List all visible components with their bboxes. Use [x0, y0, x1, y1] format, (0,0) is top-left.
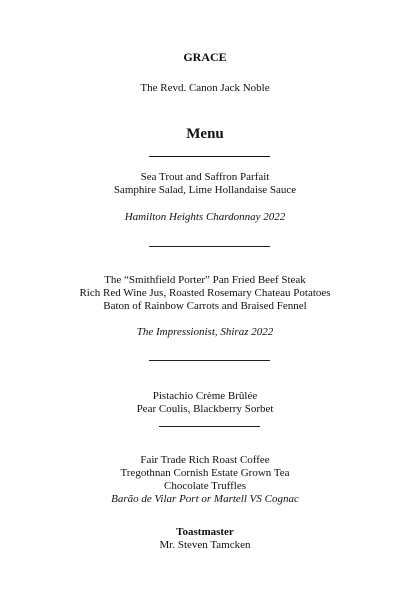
course-2-line-2: Rich Red Wine Jus, Roasted Rosemary Chateau Potatoes — [79, 287, 331, 299]
course-4-line-2: Tregothnan Cornish Estate Grown Tea — [120, 467, 290, 479]
course-2-wine: The Impressionist, Shiraz 2022 — [136, 326, 274, 338]
course-divider-1 — [149, 246, 270, 247]
grace-officiant: The Revd. Canon Jack Noble — [140, 82, 270, 94]
course-4-line-1: Fair Trade Rich Roast Coffee — [140, 454, 270, 466]
course-2-line-1: The “Smithfield Porter” Pan Fried Beef Steak — [104, 274, 306, 286]
course-divider-3 — [159, 426, 260, 427]
toastmaster-heading: Toastmaster — [176, 526, 234, 538]
course-4-line-3: Chocolate Truffles — [164, 480, 246, 492]
course-1-wine: Hamilton Heights Chardonnay 2022 — [124, 211, 286, 223]
course-1-line-1: Sea Trout and Saffron Parfait — [140, 171, 270, 183]
course-3-line-2: Pear Coulis, Blackberry Sorbet — [136, 403, 274, 415]
course-divider-2 — [149, 360, 270, 361]
toastmaster-name: Mr. Steven Tamcken — [159, 539, 251, 551]
title-divider — [149, 156, 270, 157]
course-4-wine: Barão de Vilar Port or Martell VS Cognac — [111, 493, 299, 505]
course-1-line-2: Samphire Salad, Lime Hollandaise Sauce — [113, 184, 297, 196]
course-3-line-1: Pistachio Crème Brûlée — [152, 390, 258, 402]
course-2-line-3: Baton of Rainbow Carrots and Braised Fennel — [103, 300, 307, 312]
grace-heading: GRACE — [183, 50, 227, 64]
menu-title: Menu — [186, 126, 224, 142]
